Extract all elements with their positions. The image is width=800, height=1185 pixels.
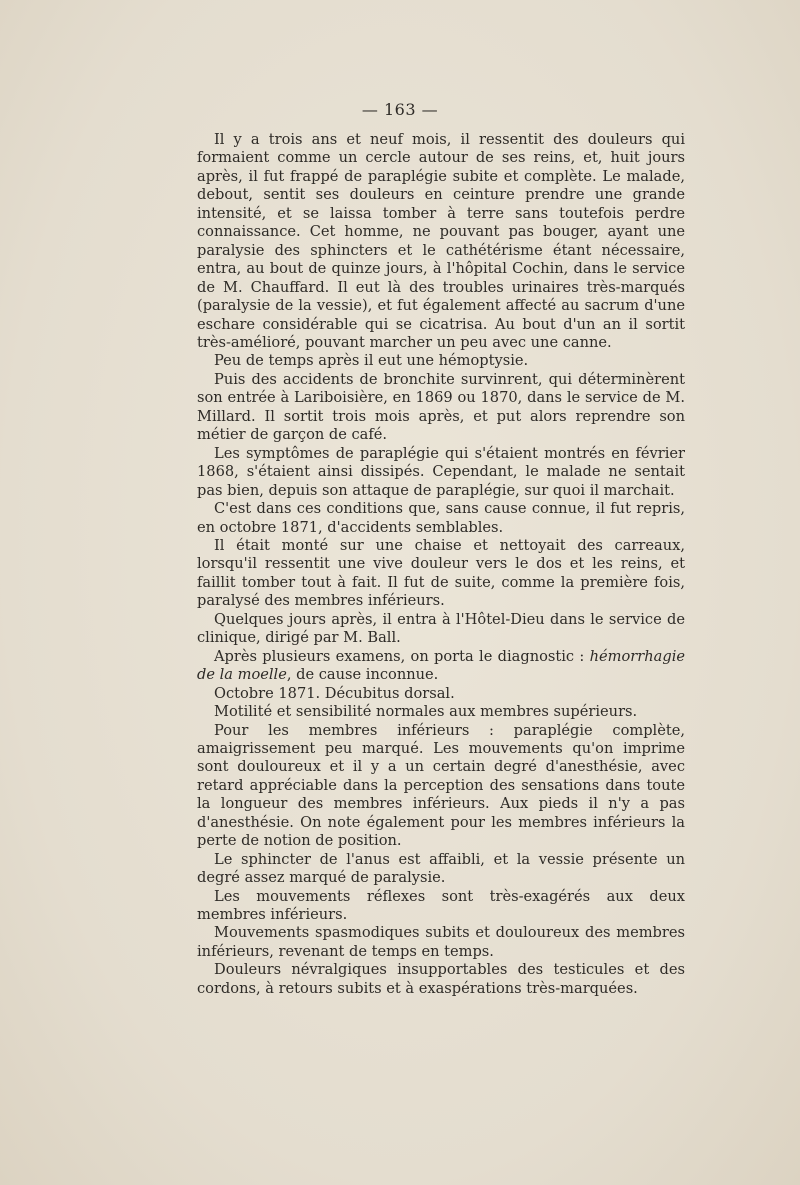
paragraph-diagnosis: [197, 648, 685, 685]
paragraph: Pour les membres inférieurs : paraplégie complète, amaigrissement peu marqué. Les mouvements qu'on imprime sont douloureux et il y a un certain degré d'anesthésie, avec retard appréciable dans la perception des sensations dans toute la longueur des membres inférieurs. Aux pieds il n'y a pas d'anesthésie. On note également pour les membres inférieurs la perte de notion de position.: [197, 721, 685, 850]
paragraph: Peu de temps après il eut une hémoptysie.: [214, 352, 529, 370]
paragraph: C'est dans ces conditions que, sans cause connue, il fut repris, en octobre 1871, d'accidents semblables.: [197, 500, 685, 536]
paragraph: Mouvements spasmodiques subits et douloureux des membres inférieurs, revenant de temps en temps.: [197, 924, 685, 960]
paragraph: Douleurs névralgiques insupportables des testicules et des cordons, à retours subits et à exaspérations très-marquées.: [197, 961, 685, 997]
paragraph: Motilité et sensibilité normales aux membres supérieurs.: [214, 703, 638, 721]
page-number: — 163 —: [361, 100, 439, 119]
paragraph: Quelques jours après, il entra à l'Hôtel-Dieu dans le service de clinique, dirigé par M. Ball.: [197, 610, 685, 647]
paragraph: Les symptômes de paraplégie qui s'étaient montrés en février 1868, s'étaient ainsi dissipés. Cependant, le malade ne sentait pas bien, depuis son attaque de paraplégie, sur quoi il marchait.: [197, 444, 685, 499]
paragraph: Il y a trois ans et neuf mois, il ressentit des douleurs qui formaient comme un cercle autour de ses reins, et, huit jours après, il fut frappé de paraplégie subite et complète. Le malade, debout, sentit ses douleurs en ceinture prendre une grande intensité, et se laissa tomber à terre sans toutefois perdre connaissance. Cet homme, ne pouvant pas bouger, ayant une paralysie des sphincters et le cathétérisme étant nécessaire, entra, au bout de quinze jours, à l'hôpital Cochin, dans le service de M. Chauffard. Il eut là des troubles urinaires très-marqués (paralysie de la vessie), et fut également affecté au sacrum d'une eschare considérable qui se cicatrisa. Au bout d'un an il sortit très-amélioré, pouvant marcher un peu avec une canne.: [197, 131, 685, 351]
paragraph: Il était monté sur une chaise et nettoyait des carreaux, lorsqu'il ressentit une vive douleur vers le dos et les reins, et faillit tomber tout à fait. Il fut de suite, comme la première fois, paralysé des membres inférieurs.: [197, 536, 685, 610]
diagnosis-lead: Après plusieurs examens, on porta le diagnostic :: [214, 647, 590, 665]
body-text: [197, 131, 685, 998]
paragraph: Le sphincter de l'anus est affaibli, et la vessie présente un degré assez marqué de paralysie.: [197, 850, 685, 887]
diagnosis-tail: , de cause inconnue.: [286, 666, 439, 684]
diagnosis-term: hémorrhagie de la moelle: [197, 647, 685, 684]
paragraph: Les mouvements réflexes sont très-exagérés aux deux membres inférieurs.: [197, 887, 685, 924]
paragraph: Octobre 1871. Décubitus dorsal.: [214, 684, 455, 702]
paragraph: Puis des accidents de bronchite survinrent, qui déterminèrent son entrée à Lariboisière, en 1869 ou 1870, dans le service de M. Millard. Il sortit trois mois après, et put alors reprendre son métier de garçon de café.: [197, 370, 685, 444]
